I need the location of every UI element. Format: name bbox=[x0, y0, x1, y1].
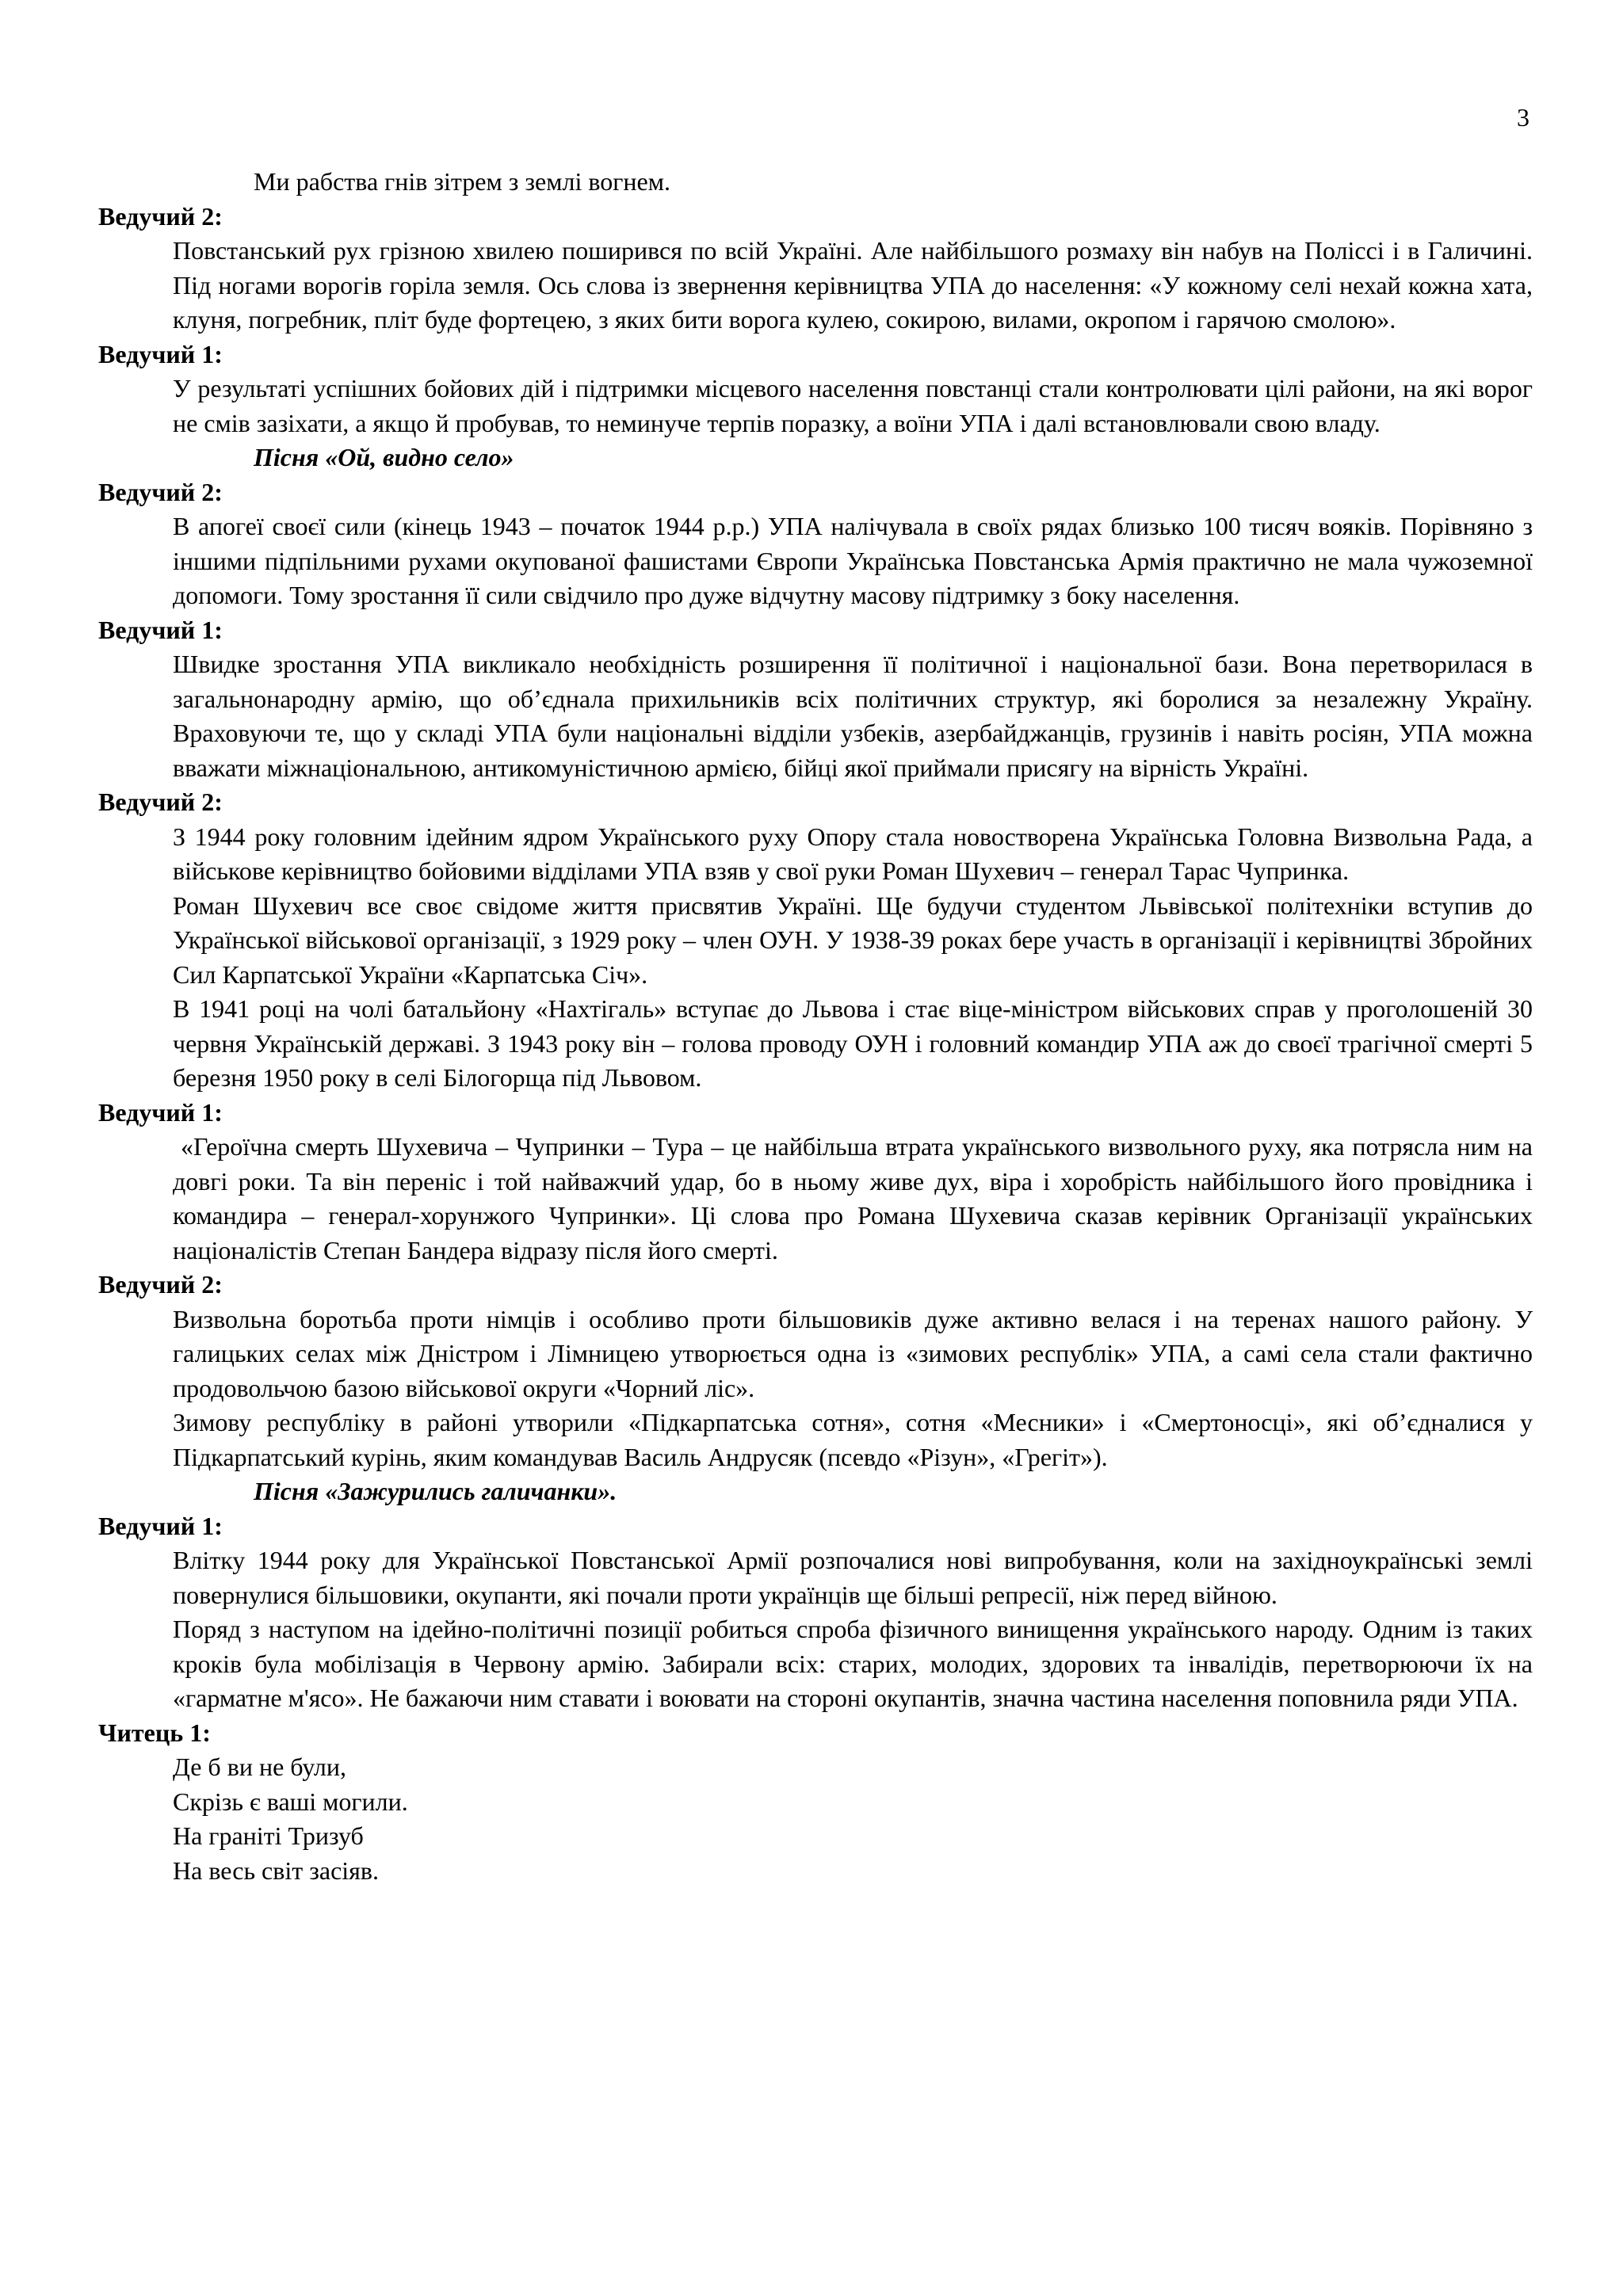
paragraph: У результаті успішних бойових дій і підтримки місцевого населення повстанці стали контролювати цілі райони, на які ворог не смів зазіхати, а якщо й пробував, то неминуче терпів поразку, а воїни УПА і далі встановлювали свою владу. bbox=[173, 374, 1533, 437]
speaker-label: Читець 1: bbox=[98, 1718, 211, 1747]
paragraph: Визвольна боротьба проти німців і особливо проти більшовиків дуже активно велася і на теренах нашого району. У галицьких селах між Дністром і Лімницею утворюється одна із «зимових республік» УПА, а самі села стали фактично продовольчою базою військової округи «Чорний ліс». bbox=[173, 1304, 1533, 1402]
paragraph: Повстанський рух грізною хвилею поширився по всій Україні. Але найбільшого розмаху він набув на Поліссі і в Галичині. Під ногами ворогів горіла земля. Ось слова із звернення керівництва УПА до населення: «У кожному селі нехай кожна хата, клуня, погребник, пліт буде фортецею, з яких бити ворога кулею, сокирою, вилами, окропом і гарячою смолою». bbox=[173, 236, 1533, 334]
speaker-label: Ведучий 1: bbox=[98, 615, 223, 644]
speaker-label: Ведучий 1: bbox=[98, 339, 223, 368]
paragraph: З 1944 року головним ідейним ядром Українського руху Опору стала новостворена Українська Головна Визвольна Рада, а військове керівництво бойовими відділами УПА взяв у свої руки Роман Шухевич – генерал Тарас Чупринка. bbox=[173, 822, 1533, 885]
song-title: Пісня «Ой, видно село» bbox=[254, 443, 514, 471]
verse-line: Де б ви не були, bbox=[173, 1753, 347, 1781]
verse-line: На весь світ засіяв. bbox=[173, 1855, 379, 1885]
speaker-label: Ведучий 1: bbox=[98, 1511, 223, 1540]
speaker-label: Ведучий 2: bbox=[98, 201, 223, 231]
document-body bbox=[98, 165, 1533, 1888]
page-number: 3 bbox=[1517, 103, 1529, 132]
paragraph: Зимову республіку в районі утворили «Підкарпатська сотня», сотня «Месники» і «Смертоносці», які об’єдналися у Підкарпатський курінь, яким командував Василь Андрусяк (псевдо «Різун», «Грегіт»). bbox=[173, 1408, 1533, 1471]
paragraph: В 1941 році на чолі батальйону «Нахтігаль» вступає до Львова і стає віце-міністром військових справ у проголошеній 30 червня Українській державі. З 1943 року він – голова проводу ОУН і головний командир УПА аж до своєї трагічної смерті 5 березня 1950 року в селі Білогорща під Львовом. bbox=[173, 994, 1533, 1092]
verse-line: Скрізь є ваші могили. bbox=[173, 1787, 408, 1816]
paragraph: Поряд з наступом на ідейно-політичні позиції робиться спроба фізичного винищення українського народу. Одним із таких кроків була мобілізація в Червону армію. Забирали всіх: старих, молодих, здорових та інвалідів, перетворюючи їх на «гарматне м'ясо». Не бажаючи ним ставати і воювати на стороні окупантів, значна частина населення поповнила ряди УПА. bbox=[173, 1615, 1533, 1712]
speaker-label: Ведучий 1: bbox=[98, 1097, 223, 1127]
song-title: Пісня «Зажурились галичанки». bbox=[254, 1477, 617, 1505]
paragraph: Роман Шухевич все своє свідоме життя присвятив Україні. Ще будучи студентом Львівської політехніки вступив до Української військової організації, з 1929 року – член ОУН. У 1938-39 роках бере участь в організації і керівництві Збройних Сил Карпатської України «Карпатська Січ». bbox=[173, 891, 1533, 989]
speaker-label: Ведучий 2: bbox=[98, 788, 223, 816]
paragraph: «Героїчна смерть Шухевича – Чупринки – Тура – це найбільша втрата українського визвольного руху, яка потрясла ним на довгі роки. Та він переніс і той найважчий удар, бо в ньому живе дух, віра і хоробрість найбільшого його провідника і командира – генерал-хорунжого Чупринки». Ці слова про Романа Шухевича сказав керівник Організації українських націоналістів Степан Бандера відразу після його смерті. bbox=[173, 1132, 1533, 1264]
speaker-label: Ведучий 2: bbox=[98, 1270, 223, 1299]
speaker-label: Ведучий 2: bbox=[98, 477, 223, 506]
verse-line: Ми рабства гнів зітрем з землі вогнем. bbox=[254, 167, 670, 196]
verse-line: На граніті Тризуб bbox=[173, 1821, 364, 1850]
paragraph: Швидке зростання УПА викликало необхідність розширення її політичної і національної бази. Вона перетворилася в загальнонародну армію, що об’єднала прихильників всіх політичних структур, які боролися за незалежну Україну. Враховуючи те, що у складі УПА були національні відділи узбеків, азербайджанців, грузинів і навіть росіян, УПА можна вважати міжнаціональною, антикомуністичною армією, бійці якої приймали присягу на вірність Україні. bbox=[173, 650, 1533, 782]
paragraph: Влітку 1944 року для Української Повстанської Армії розпочалися нові випробування, коли на західноукраїнські землі повернулися більшовики, окупанти, які почали проти українців ще більші репресії, ніж перед війною. bbox=[173, 1546, 1533, 1609]
paragraph: В апогеї своєї сили (кінець 1943 – початок 1944 р.р.) УПА налічувала в своїх рядах близько 100 тисяч вояків. Порівняно з іншими підпільними рухами окупованої фашистами Європи Українська Повстанська Армія практично не мала чужоземної допомоги. Тому зростання її сили свідчило про дуже відчутну масову підтримку з боку населення. bbox=[173, 512, 1533, 609]
